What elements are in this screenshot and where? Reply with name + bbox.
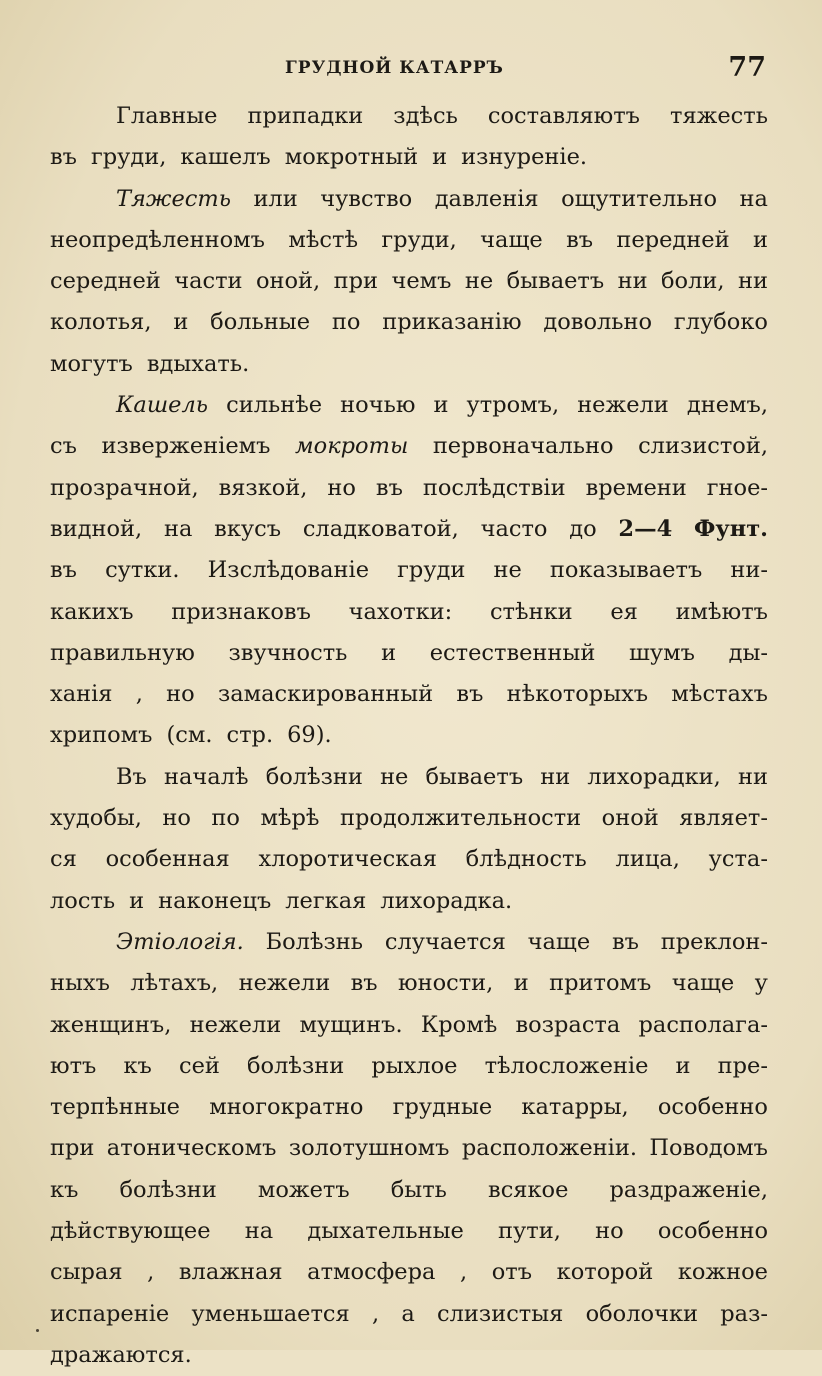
word: неопредѣленномъ (50, 226, 265, 253)
word: по (331, 309, 361, 336)
word: Кашель (116, 392, 209, 419)
word: мокроты (295, 433, 409, 460)
word: Фунт. (694, 515, 768, 542)
word: больные (210, 309, 311, 336)
word: расположеніи. (461, 1135, 637, 1162)
word: гное- (706, 474, 768, 501)
word: до (569, 515, 597, 542)
text-line (50, 385, 768, 426)
word: ни (737, 763, 768, 790)
word: лость (50, 887, 116, 914)
word: въ (50, 144, 77, 171)
word: но (166, 681, 195, 708)
word: вязкой, (218, 474, 308, 501)
text-line (50, 468, 768, 509)
word: нежели (577, 392, 669, 419)
word: быть (390, 1176, 447, 1203)
word: особенно (657, 1218, 768, 1245)
word: части (174, 268, 243, 295)
word: дражаются. (50, 1341, 192, 1368)
word: болѣзни (247, 1052, 345, 1079)
word: сей (178, 1052, 220, 1079)
word: раз- (720, 1300, 768, 1327)
word: признаковъ (171, 598, 311, 625)
text-line (50, 1252, 768, 1293)
word: вкусъ (214, 515, 282, 542)
word: лѣтахъ, (130, 970, 219, 997)
word: на (244, 1218, 274, 1245)
word: ночью (340, 392, 416, 419)
word: ощутительно (561, 185, 718, 212)
word: нѣкоторыхъ (506, 681, 649, 708)
word: изверженіемъ (101, 433, 271, 460)
word: которой (556, 1259, 654, 1286)
text-line (50, 426, 768, 467)
word: Въ (116, 763, 147, 790)
text-line (50, 592, 768, 633)
word: и (513, 970, 529, 997)
word: въ (50, 557, 77, 584)
word: сутки. (105, 557, 180, 584)
word: изнуреніе. (461, 144, 588, 171)
word: оболочки (585, 1300, 699, 1327)
word: колотья, (50, 309, 152, 336)
word: преклон- (660, 928, 768, 955)
word: 69). (287, 722, 332, 749)
word: раздраженіе, (609, 1176, 768, 1203)
word: рыхлое (371, 1052, 458, 1079)
word: утромъ, (466, 392, 560, 419)
word: тѣлосложеніе (484, 1052, 649, 1079)
text-line (50, 550, 768, 591)
word: видной, (50, 515, 143, 542)
word: чемъ (391, 268, 452, 295)
word: мущинъ. (299, 1011, 403, 1038)
word: дыхательные (307, 1218, 464, 1245)
word: дѣйствующее (50, 1218, 211, 1245)
word: оной (601, 805, 659, 832)
word: глубоко (673, 309, 768, 336)
word: хлоротическая (258, 846, 437, 873)
word: стѣнки (489, 598, 573, 625)
word: мѣстахъ (671, 681, 768, 708)
word: на (739, 185, 768, 212)
word: мокротный (284, 144, 419, 171)
word: днемъ, (686, 392, 768, 419)
text-line (50, 1335, 768, 1376)
text-line (50, 344, 768, 385)
word: атмосфера (307, 1259, 436, 1286)
word: оной, (255, 268, 321, 295)
word: легкая (285, 887, 367, 914)
word: груди, (381, 226, 457, 253)
word: терпѣнные (50, 1094, 180, 1121)
word: мѣстѣ (288, 226, 359, 253)
word: худобы, (50, 805, 142, 832)
word: сырая (50, 1259, 123, 1286)
word: блѣдность (465, 846, 587, 873)
word: чувство (320, 185, 413, 212)
word: при (333, 268, 379, 295)
word: атоническомъ (106, 1135, 277, 1162)
word: чаще (527, 928, 591, 955)
text-line (50, 220, 768, 261)
ink-speck (36, 1329, 39, 1332)
word: замаскированный (217, 681, 434, 708)
word: середней (50, 268, 161, 295)
text-line (50, 137, 768, 178)
word: боли, (661, 268, 725, 295)
text-line (50, 963, 768, 1004)
word: но (327, 474, 356, 501)
word: нежели (238, 970, 331, 997)
word: стр. (226, 722, 274, 749)
word: къ (50, 1176, 79, 1203)
word: бываетъ (506, 268, 605, 295)
word: ни (737, 268, 768, 295)
word: правильную (50, 639, 195, 666)
word: влажная (178, 1259, 283, 1286)
word: въ (350, 970, 378, 997)
text-line (50, 1128, 768, 1169)
text-line (50, 881, 768, 922)
text-line (50, 96, 768, 137)
text-line (50, 757, 768, 798)
word: составляютъ (487, 103, 640, 129)
word: приказанію (382, 309, 522, 336)
word: имѣютъ (675, 598, 768, 625)
word: ды- (728, 639, 768, 666)
word: ни (617, 268, 648, 295)
word: и (675, 1052, 691, 1079)
word: лихорадки, (587, 763, 721, 790)
word: особенно (657, 1094, 768, 1121)
word: давленія (434, 185, 539, 212)
word: припадки (247, 103, 364, 129)
word: и (433, 392, 449, 419)
word: мѣрѣ (260, 805, 320, 832)
word: продолжительности (339, 805, 582, 832)
word: здѣсь (393, 103, 458, 129)
word: многократно (209, 1094, 364, 1121)
word: въ (611, 928, 639, 955)
word: возраста (515, 1011, 621, 1038)
word: пути, (498, 1218, 561, 1245)
text-line (50, 1211, 768, 1252)
word: началѣ (164, 763, 249, 790)
word: прозрачной, (50, 474, 199, 501)
word: чаще (480, 226, 543, 253)
word: хрипомъ (50, 722, 153, 749)
word: пре- (717, 1052, 768, 1079)
word: слизистыя (437, 1300, 564, 1327)
word: кашелъ (180, 144, 271, 171)
word: Изслѣдованіе (207, 557, 370, 584)
word: ни (540, 763, 571, 790)
word: Болѣзнь (265, 928, 364, 955)
word: какихъ (50, 598, 134, 625)
text-line (50, 922, 768, 963)
word: чахотки: (348, 598, 453, 625)
running-head: ГРУДНОЙ КАТАРРЪ (285, 58, 504, 78)
word: являет- (679, 805, 768, 832)
word: слизистой, (638, 433, 768, 460)
word: отъ (491, 1259, 533, 1286)
body-text (50, 96, 768, 1376)
word: и (432, 144, 448, 171)
text-line (50, 715, 768, 756)
text-line (50, 633, 768, 674)
page-header (0, 52, 822, 86)
word: чаще (671, 970, 735, 997)
word: груди (397, 557, 466, 584)
word: испареніе (50, 1300, 170, 1327)
word: времени (585, 474, 687, 501)
word: не (380, 763, 409, 790)
word: , (147, 1259, 155, 1286)
word: 2—4 (618, 515, 673, 542)
word: тяжесть (670, 103, 768, 129)
word: естественный (429, 639, 596, 666)
word: звучность (228, 639, 348, 666)
word: располага- (638, 1011, 768, 1038)
word: а (401, 1300, 415, 1327)
word: , (135, 681, 143, 708)
word: но (595, 1218, 624, 1245)
page-number: 77 (728, 52, 766, 83)
text-line (50, 674, 768, 715)
word: довольно (543, 309, 653, 336)
word: передней (616, 226, 730, 253)
text-line (50, 261, 768, 302)
word: лица, (615, 846, 680, 873)
word: часто (480, 515, 548, 542)
word: нежели (189, 1011, 282, 1038)
word: уста- (708, 846, 768, 873)
word: лихорадка. (380, 887, 513, 914)
word: юности, (397, 970, 494, 997)
word: показываетъ (549, 557, 703, 584)
word: ея (610, 598, 638, 625)
word: наконецъ (158, 887, 272, 914)
word: въ (456, 681, 484, 708)
text-line (50, 1005, 768, 1046)
word: притомъ (549, 970, 652, 997)
text-line (50, 839, 768, 880)
word: женщинъ, (50, 1011, 172, 1038)
word: ныхъ (50, 970, 110, 997)
word: первоначально (432, 433, 614, 460)
word: могутъ (50, 350, 133, 377)
word: кожное (677, 1259, 768, 1286)
word: грудные (392, 1094, 493, 1121)
word: въ (566, 226, 594, 253)
word: всякое (488, 1176, 569, 1203)
text-line (50, 1170, 768, 1211)
word: и (381, 639, 397, 666)
word: послѣдствіи (422, 474, 566, 501)
word: ни- (730, 557, 768, 584)
word: по (211, 805, 240, 832)
word: не (493, 557, 522, 584)
text-line (50, 179, 768, 220)
word: или (253, 185, 298, 212)
word: съ (50, 433, 77, 460)
word: Этіологія. (116, 928, 244, 955)
word: , (460, 1259, 468, 1286)
word: но (162, 805, 191, 832)
word: , (371, 1300, 380, 1327)
word: болѣзни (119, 1176, 217, 1203)
word: случается (384, 928, 506, 955)
word: особенная (105, 846, 230, 873)
word: сильнѣе (226, 392, 323, 419)
word: груди, (90, 144, 167, 171)
word: вдыхать. (146, 350, 250, 377)
word: бываетъ (425, 763, 524, 790)
text-line (50, 1087, 768, 1128)
word: ся (50, 846, 77, 873)
word: (см. (166, 722, 213, 749)
text-line (50, 509, 768, 550)
word: шумъ (628, 639, 695, 666)
word: Поводомъ (649, 1135, 768, 1162)
word: ханія (50, 681, 113, 708)
word: при (50, 1135, 95, 1162)
word: Главные (116, 103, 218, 129)
word: болѣзни (265, 763, 363, 790)
word: и (173, 309, 189, 336)
word: ютъ (50, 1052, 97, 1079)
text-line (50, 1046, 768, 1087)
word: у (754, 970, 768, 997)
word: можетъ (257, 1176, 350, 1203)
text-line (50, 1294, 768, 1335)
word: сладковатой, (302, 515, 459, 542)
word: въ (375, 474, 403, 501)
word: золотушномъ (288, 1135, 450, 1162)
word: и (752, 226, 768, 253)
word: Тяжесть (116, 185, 231, 212)
text-line (50, 302, 768, 343)
word: Кромѣ (420, 1011, 498, 1038)
word: и (129, 887, 145, 914)
text-line (50, 798, 768, 839)
word: не (464, 268, 494, 295)
word: уменьшается (191, 1300, 350, 1327)
word: катарры, (521, 1094, 629, 1121)
word: къ (123, 1052, 152, 1079)
word: на (163, 515, 193, 542)
